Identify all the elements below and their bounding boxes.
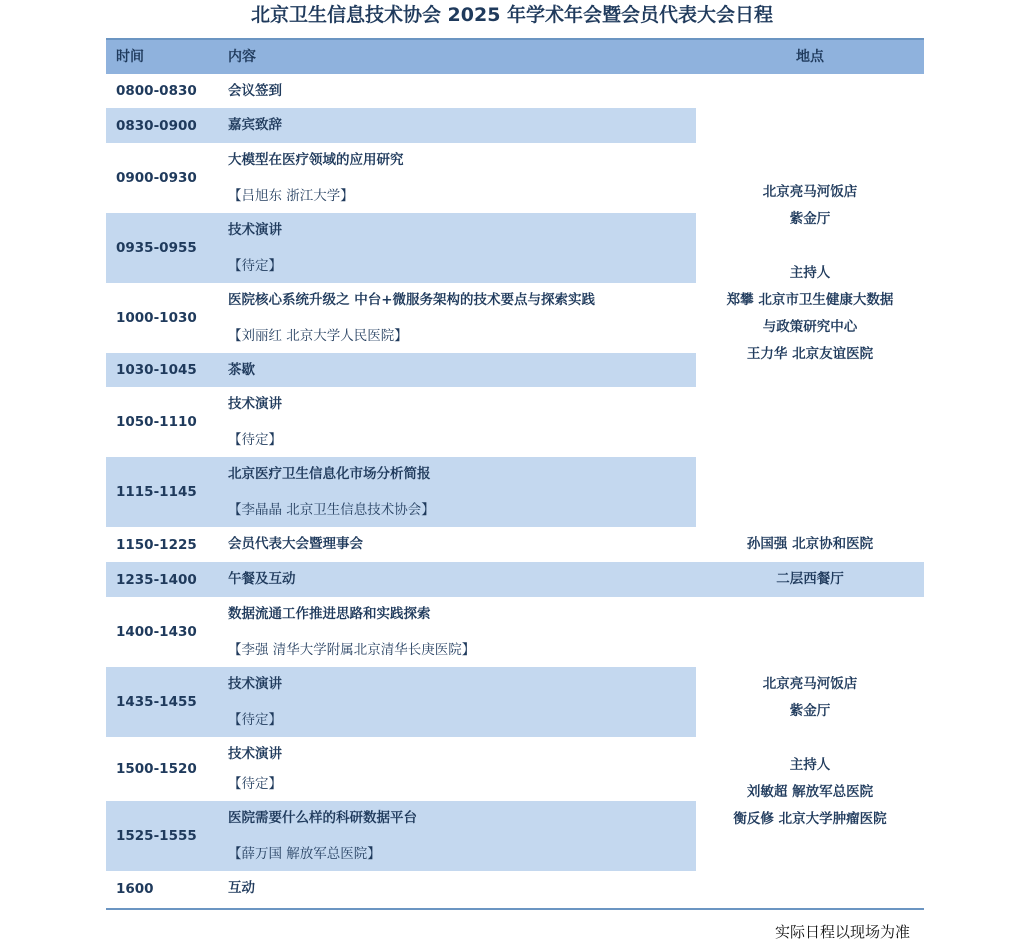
row-speaker: 【待定】: [228, 712, 282, 728]
venue-lunch: [696, 562, 924, 597]
table-row: [106, 353, 696, 387]
row-speaker: 【待定】: [228, 258, 282, 274]
table-row: [106, 143, 696, 213]
venue-line: 与政策研究中心: [762, 319, 858, 335]
row-time: 1525-1555: [116, 828, 197, 844]
table-bottom-rule: [106, 908, 924, 910]
row-topic: 嘉宾致辞: [228, 117, 282, 133]
row-topic: 大模型在医疗领域的应用研究: [228, 152, 404, 168]
venue-morning: [696, 108, 924, 527]
table-row: [106, 871, 696, 906]
row-time: 0900-0930: [116, 170, 197, 186]
row-time: 0800-0830: [116, 83, 197, 99]
venue-line: 主持人: [789, 265, 831, 281]
row-time: 1600: [116, 880, 154, 897]
table-row: [106, 387, 696, 457]
row-topic: 医院核心系统升级之 中台+微服务架构的技术要点与探索实践: [228, 292, 596, 308]
row-topic: 会议签到: [228, 83, 282, 99]
row-speaker: 【吕旭东 浙江大学】: [228, 188, 354, 204]
row-topic: 技术演讲: [228, 222, 282, 238]
table-row: [106, 562, 696, 597]
row-speaker: 【薛万国 解放军总医院】: [228, 846, 381, 862]
header-time: 时间: [116, 49, 144, 65]
row-time: 1030-1045: [116, 362, 197, 378]
row-topic: 会员代表大会暨理事会: [228, 536, 363, 552]
row-topic: 数据流通工作推进思路和实践探索: [228, 606, 431, 622]
row-time: 1235-1400: [116, 571, 197, 588]
row-time: 1500-1520: [116, 761, 197, 777]
row-topic: 技术演讲: [228, 396, 282, 412]
row-speaker: 【待定】: [228, 432, 282, 448]
row-time: 1150-1225: [116, 536, 197, 553]
header-venue: 地点: [796, 49, 824, 65]
row-topic: 互动: [228, 880, 255, 896]
table-row: [106, 74, 696, 108]
table-row: [106, 737, 696, 801]
table-row: [106, 283, 696, 353]
venue-line: [696, 233, 924, 260]
table-row: [106, 801, 696, 871]
venue-line: 衡反修 北京大学肿瘤医院: [733, 811, 887, 827]
row-time: 1435-1455: [116, 694, 197, 710]
venue-line: 主持人: [789, 757, 831, 773]
row-topic: 茶歇: [228, 362, 255, 378]
venue-line: 紫金厅: [789, 703, 831, 719]
table-row: [106, 457, 696, 527]
table-header: [106, 40, 924, 74]
row-topic: 技术演讲: [228, 746, 282, 762]
table-row: [106, 108, 696, 143]
table-row: [106, 213, 696, 283]
venue-line: 北京亮马河饭店: [762, 184, 858, 200]
venue-line: [696, 725, 924, 752]
venue-lunch-line: 二层西餐厅: [776, 571, 844, 587]
row-topic: 技术演讲: [228, 676, 282, 692]
table-row: [106, 597, 696, 667]
venue-line: 紫金厅: [789, 211, 831, 227]
row-time: 1400-1430: [116, 624, 197, 640]
row-topic: 医院需要什么样的科研数据平台: [228, 810, 417, 826]
row-topic: 北京医疗卫生信息化市场分析简报: [228, 466, 431, 482]
row-time: 1050-1110: [116, 414, 197, 430]
table-row: [106, 667, 696, 737]
venue-afternoon: [696, 597, 924, 906]
header-content: 内容: [228, 49, 256, 65]
row-time: 1115-1145: [116, 484, 197, 500]
row-topic: 午餐及互动: [228, 571, 296, 587]
venue-line: 北京亮马河饭店: [762, 676, 858, 692]
venue-meeting-host: [696, 527, 924, 562]
row-speaker: 【待定】: [228, 776, 282, 792]
venue-line: 刘敏超 解放军总医院: [746, 784, 874, 800]
venue-line: 郑攀 北京市卫生健康大数据: [726, 292, 894, 308]
row-time: 0830-0900: [116, 117, 197, 134]
row-speaker: 【李强 清华大学附属北京清华长庚医院】: [228, 642, 476, 658]
row-time: 1000-1030: [116, 310, 197, 326]
footnote: 实际日程以现场为准: [774, 923, 910, 941]
venue-host-line: 孙国强 北京协和医院: [746, 536, 874, 552]
venue-line: 王力华 北京友谊医院: [746, 346, 874, 362]
table-row: [106, 527, 696, 562]
row-time: 0935-0955: [116, 240, 197, 256]
row-speaker: 【刘丽红 北京大学人民医院】: [228, 328, 408, 344]
row-speaker: 【李晶晶 北京卫生信息技术协会】: [228, 502, 435, 518]
page-title: 北京卫生信息技术协会 2025 年学术年会暨会员代表大会日程: [250, 4, 774, 26]
